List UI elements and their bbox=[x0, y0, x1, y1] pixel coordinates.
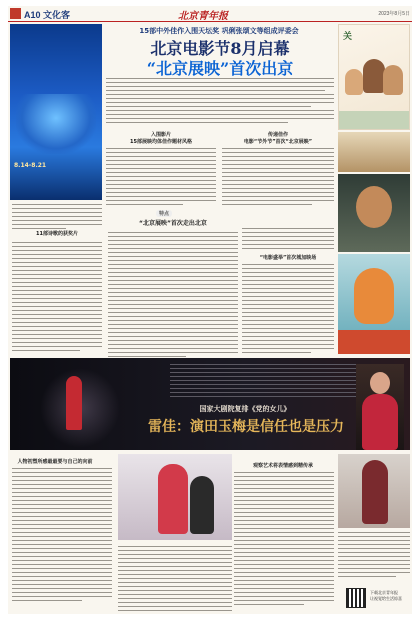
actress-figure bbox=[362, 460, 388, 524]
performer-figure bbox=[158, 464, 188, 534]
body-column-left bbox=[12, 242, 102, 354]
bottom-mid-head: 观察艺术将表情感到精传承 bbox=[252, 463, 313, 469]
bottom-body-mid bbox=[118, 546, 232, 614]
bottom-body-right bbox=[234, 472, 334, 608]
column-head-right: “电影盛举”首次城加映场 bbox=[259, 255, 317, 261]
festival-stage-photo bbox=[10, 24, 102, 200]
lead-headline-2-text: “北京展映”首次出京 bbox=[146, 59, 294, 78]
masthead: 北京青年报 bbox=[178, 11, 228, 22]
lead-headline-1: 北京电影节8月启幕 bbox=[150, 39, 290, 58]
qr-promo-text: 下载北京青年报 让视觉给生活惊喜 bbox=[370, 590, 402, 601]
poster-band bbox=[338, 330, 410, 354]
portrait-robe bbox=[362, 394, 398, 450]
lead-body-text bbox=[106, 78, 334, 126]
actress-photo bbox=[338, 454, 410, 528]
film-poster-1 bbox=[338, 24, 410, 130]
body-column-right-top bbox=[242, 228, 334, 252]
body-column-b bbox=[222, 148, 334, 208]
poster-figure bbox=[363, 59, 385, 93]
film-poster-2 bbox=[338, 132, 410, 172]
poster-face bbox=[356, 186, 392, 228]
feature-banner bbox=[10, 358, 410, 450]
stage-light bbox=[16, 94, 96, 154]
portrait-head bbox=[370, 372, 390, 394]
film-poster-3 bbox=[338, 174, 410, 252]
poster-figure bbox=[383, 65, 403, 95]
poster-figure bbox=[345, 69, 363, 95]
performer-figure bbox=[66, 376, 82, 430]
photo-banner-text: 8.14-8.21 bbox=[14, 162, 47, 169]
column-head-left: 11部诗歌的获奖片 bbox=[36, 231, 78, 237]
bottom-left-head: 人物初塑所感最最要与自己的向前 bbox=[17, 459, 93, 465]
body-column-right bbox=[242, 264, 334, 356]
feature-portrait bbox=[356, 364, 404, 450]
bottom-body-far-right bbox=[338, 532, 410, 580]
lead-kicker: 15部中外佳作入围天坛奖 巩俐张颂文等组成评委会 bbox=[139, 27, 299, 35]
feature-title: 雷佳：演田玉梅是信任也是压力 bbox=[148, 419, 344, 435]
performer-figure bbox=[190, 476, 214, 534]
page-number: A10 文化客 bbox=[24, 10, 71, 20]
subhead-right: 传递佳作 电影“节外节”首次“北京展映” bbox=[243, 132, 313, 145]
poster-footer bbox=[339, 111, 409, 129]
poster-title-glyph: 关 bbox=[343, 32, 353, 42]
lead-headline-2 bbox=[104, 56, 336, 79]
bottom-body-left bbox=[12, 468, 112, 604]
section-logo-icon bbox=[10, 8, 21, 19]
page-header bbox=[8, 6, 412, 22]
feature-tag: 国家大剧院复排《党的女儿》 bbox=[199, 405, 291, 413]
body-column-left-top bbox=[12, 204, 102, 232]
subhead-left: 入围影片 15部展映均体佳作题材风格 bbox=[130, 132, 192, 145]
qr-code-icon[interactable] bbox=[346, 588, 366, 608]
body-column-a bbox=[106, 148, 216, 208]
film-poster-4 bbox=[338, 254, 410, 354]
callout-pill: 特点 bbox=[156, 210, 172, 217]
performance-photo bbox=[118, 454, 232, 540]
callout-box bbox=[108, 211, 238, 227]
callout-text: “北京展映”首次走出北京 bbox=[139, 220, 207, 227]
issue-date: 2023年8月5日 bbox=[378, 11, 410, 17]
body-column-mid bbox=[108, 232, 238, 360]
poster-opera-mask bbox=[354, 268, 394, 324]
newspaper-page bbox=[8, 6, 412, 614]
